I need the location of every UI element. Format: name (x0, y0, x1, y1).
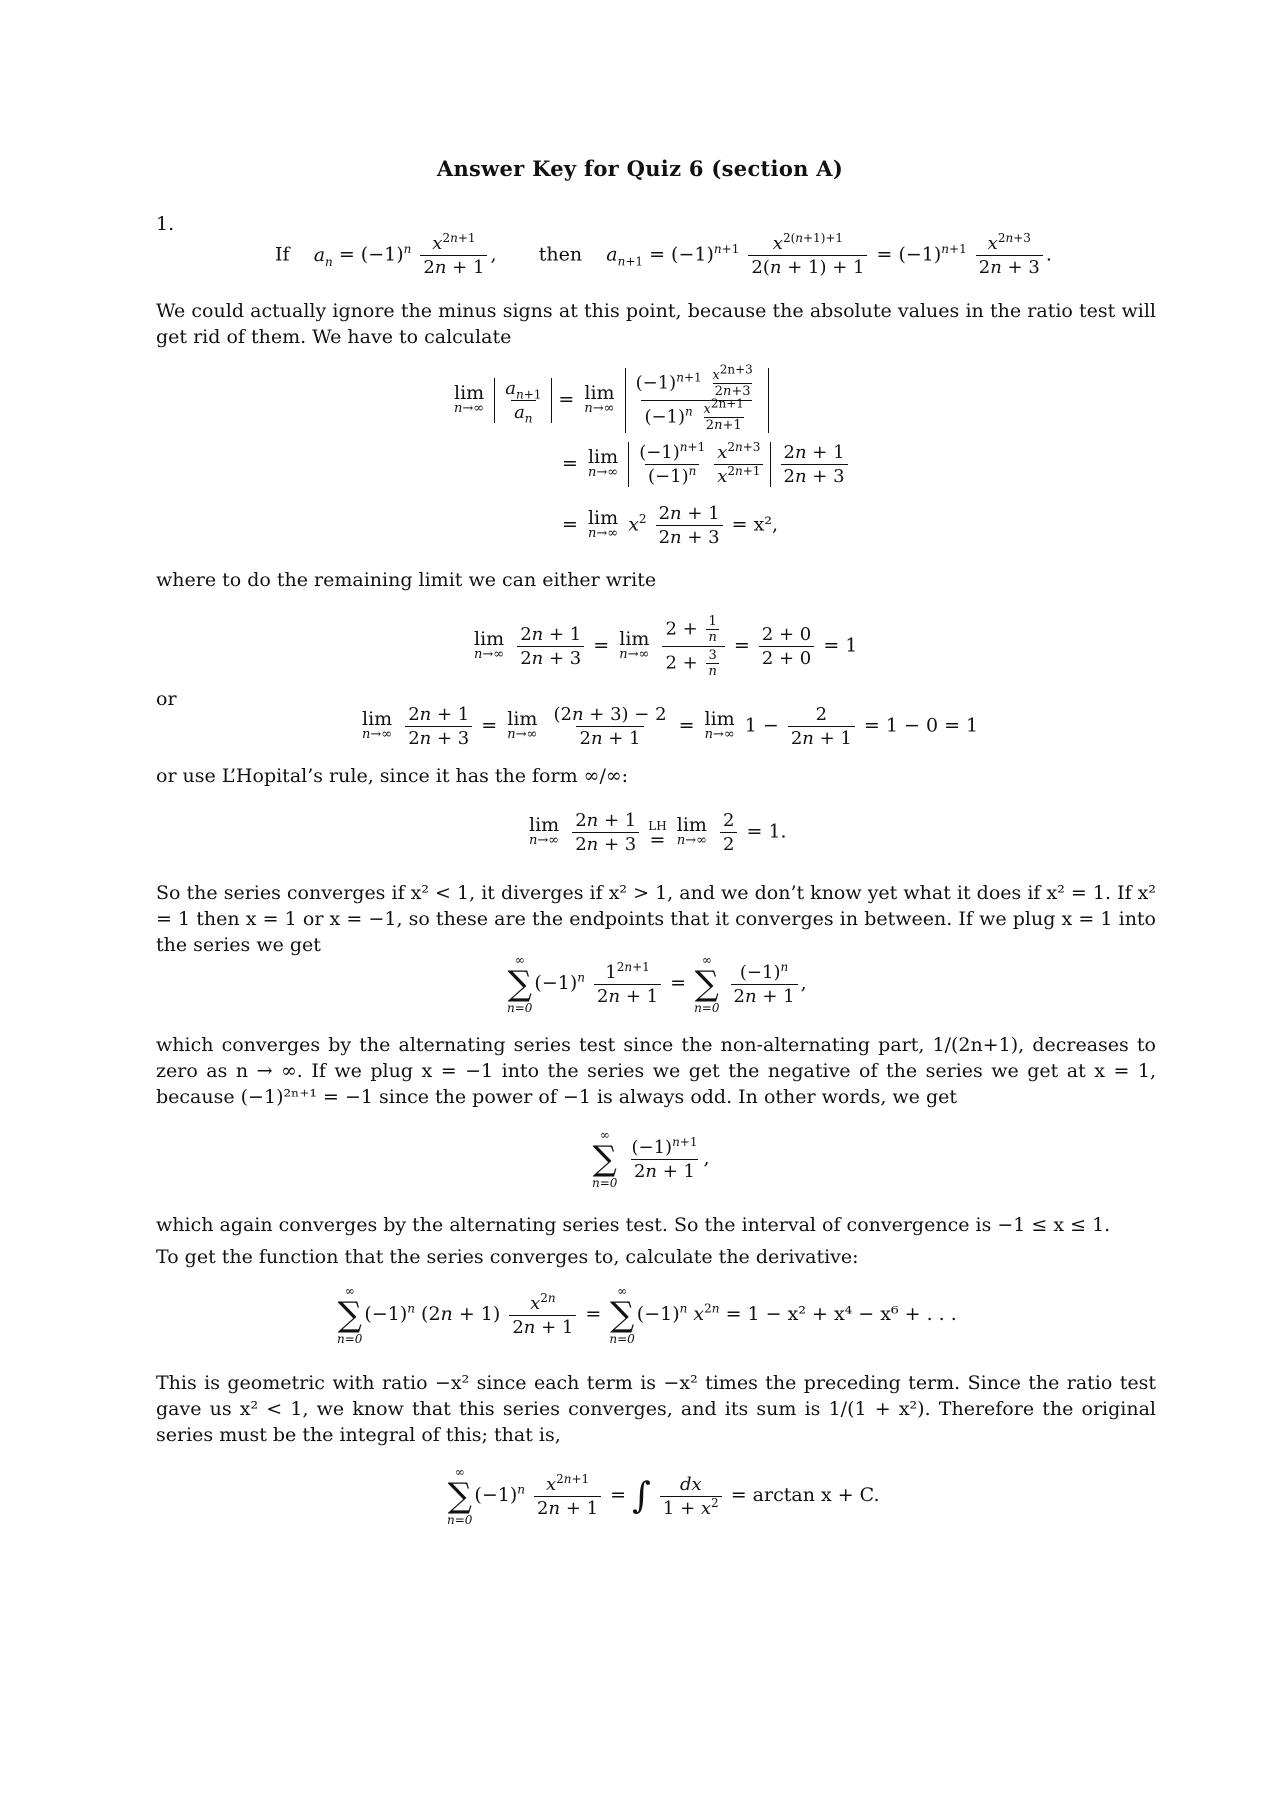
page-title: Answer Key for Quiz 6 (section A) (436, 156, 844, 181)
paragraph-derivative: To get the function that the series converges to, calculate the derivative: (156, 1246, 859, 1268)
equation-lhopital: lim n→∞ $\frac{2n + 1}{2n + 3}$ LH = lim n→∞ $\frac{2}{2}$ = 1. (529, 810, 787, 855)
paragraph-alternating: which converges by the alternating series test since the non-alternating part, 1/(2n+1), decreases to zero as n → ∞. If we plug x = −1 into the series we get the negative of the series we get at x = 1, because (−1)²ⁿ⁺¹ = −1 since the power of −1 is always odd. In other words, we get (156, 1034, 1156, 1108)
equation-ratio-line3: = lim n→∞ $x^2$ $\frac{2n + 1}{2n + 3}$ = x², (562, 503, 779, 548)
paragraph-interval: which again converges by the alternating series test. So the interval of convergence is −1 ≤ x ≤ 1. (156, 1214, 1111, 1236)
paragraph-endpoints: So the series converges if x² < 1, it diverges if x² > 1, and we don’t know yet what it does if x² = 1. If x² = 1 then x = 1 or x = −1, so these are the endpoints that it converges in between. If we plug x = 1 into the series we get (156, 882, 1156, 956)
paragraph-remaining-limit: where to do the remaining limit we can either write (156, 569, 657, 591)
equation-derivative: ∞ ∑ n=0 $(-1)^n$ (2n + 1) $\frac{x^{2n}}{2n + 1}$ = ∞ ∑ n=0 $(-1)^n$ $x^{2n} = 1 - x^2 + x^4 - x^6$ + . . . (337, 1284, 957, 1346)
paragraph-ratio-intro: We could actually ignore the minus signs at this point, because the absolute values in the ratio test will get rid of them. We have to calculate (156, 300, 1156, 348)
problem-number: 1. (156, 213, 175, 235)
equation-limit-divide: lim n→∞ $\frac{2n + 1}{2n + 3}$ = lim n→∞ 2 + $\frac{1}{n}$ 2 + $\frac{3}{n}$ = $\frac{2 + 0}{2 + 0}$ = 1 (474, 614, 858, 679)
equation-series-x1: ∞ ∑ n=0 $(-1)^n$ $\frac{1^{2n+1}}{2n + 1}$ = ∞ ∑ n=0 $\frac{(-1)^n}{2n + 1}$ , (507, 953, 807, 1015)
equation-limit-rewrite: lim n→∞ $\frac{2n + 1}{2n + 3}$ = lim n→∞ $\frac{(2n + 3) - 2}{2n + 1}$ = lim n→∞ 1 − $\frac{2}{2n + 1}$ = 1 − 0 = 1 (362, 704, 979, 749)
paragraph-geometric: This is geometric with ratio −x² since each term is −x² times the preceding term. Since the ratio test gave us x² < 1, we know that this series converges, and its sum is 1/(1 + x²). Therefore the original series must be the integral of this; that is, (156, 1372, 1156, 1446)
paragraph-lhopital: or use L’Hopital’s rule, since it has the form ∞/∞: (156, 765, 629, 787)
equation-integral: ∞ ∑ n=0 $(-1)^n$ $\frac{x^{2n+1}}{2n + 1}$ = ∫ $\frac{dx}{1 + x^2}$ = arctan x + C. (447, 1465, 880, 1527)
paragraph-or: or (156, 688, 177, 710)
equation-ratio-line2: = lim n→∞ $\frac{(-1)^{n+1}}{(-1)^n}$ $\frac{x^{2n+3}}{x^{2n+1}}$ $\frac{2n + 1}{2n + 3}$ (562, 442, 851, 487)
equation-an: If $a_n = (-1)^n$ $\frac{x^{2n+1}}{2n + 1}$ , then $a_{n+1} = (-1)^{n+1}$ $\frac{x^{2(n+1)+1}}{2(n + 1) + 1}$ = $(-1)^{n+1}$ $\frac{x^{2n+3}}{2n + 3}$ . (275, 231, 1052, 278)
equation-ratio-line1: lim n→∞ $\frac{a_{n+1}}{a_n}$ = lim n→∞ $(-1)^{n+1}$ $\frac{x^{2n+3}}{2n+3}$ $(-1)^n$ $\frac{x^{2n+1}}{2n+1}$ (450, 368, 769, 433)
equation-series-xneg1: ∞ ∑ n=0 $\frac{(-1)^{n+1}}{2n + 1}$ , (592, 1128, 710, 1190)
